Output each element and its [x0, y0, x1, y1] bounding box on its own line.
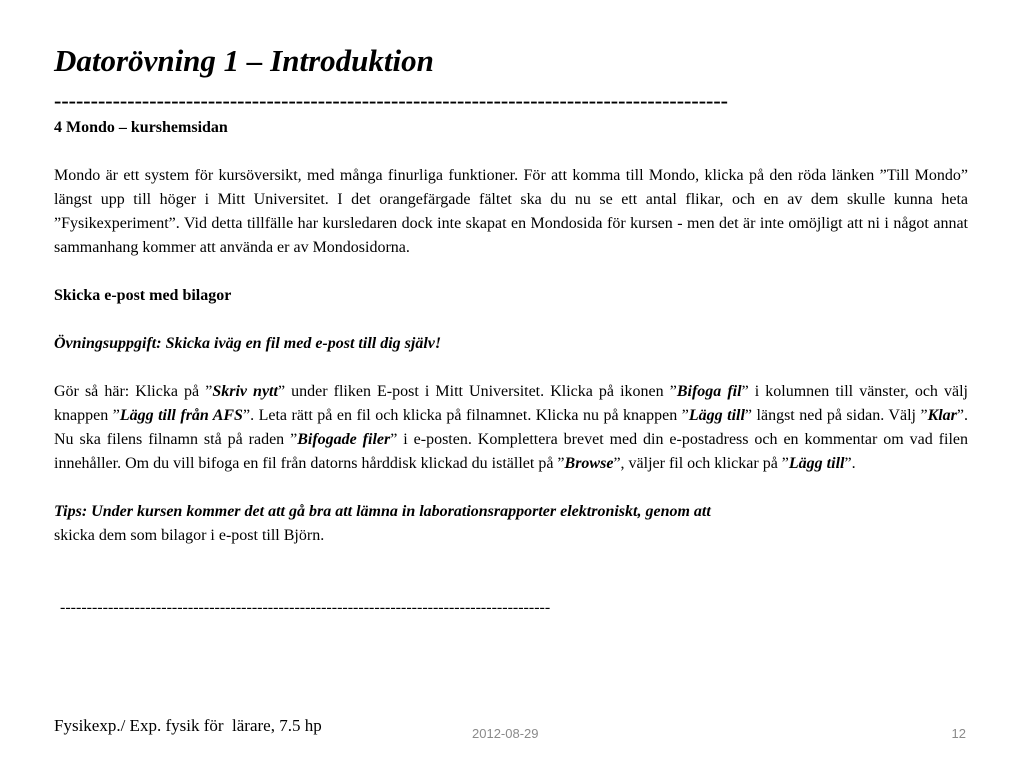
dashed-divider-top: --------------------------------------------------------------------------------------------	[54, 88, 729, 113]
mondo-paragraph: Mondo är ett system för kursöversikt, med många finurliga funktioner. För att komma till Mondo, klicka på den röda länken ”Till Mondo” längst upp till höger i Mitt Universitet. I det orangefärgade fältet ska du nu se ett antal flikar, och en av dem skulle kunna heta ”Fysikexperiment”. Vid detta tillfälle har kursledaren dock inte skapat en Mondosida för kursen - men det är inte omöjligt att ni i något annat sammanhang kommer att använda er av Mondosidorna.	[54, 167, 968, 256]
exercise-text: Övningsuppgift: Skicka iväg en fil med e-post till dig själv!	[54, 335, 442, 352]
section-heading: 4 Mondo – kurshemsidan	[54, 119, 228, 136]
emphasis-klar: Klar	[927, 407, 957, 424]
emphasis-skriv-nytt: Skriv nytt	[212, 383, 278, 400]
instructions-text: Gör så här: Klicka på ”	[54, 383, 213, 400]
slide-title: Datorövning 1 – Introduktion	[54, 43, 434, 78]
email-subheading: Skicka e-post med bilagor	[54, 287, 232, 304]
instructions-paragraph	[54, 380, 968, 476]
emphasis-lagg-till-fran-afs: Lägg till från AFS	[119, 407, 243, 424]
footer-date: 2012-08-29	[472, 726, 539, 741]
instructions-text: ” i kolumnen till vänster, och välj knappen ”	[54, 383, 969, 424]
tips-bold-text: Tips: Under kursen kommer det att gå bra att lämna in laborationsrapporter elektroniskt, genom att	[54, 503, 711, 520]
emphasis-bifogade-filer: Bifogade filer	[297, 431, 391, 448]
instructions-text: ”.	[844, 455, 856, 472]
instructions-text: ” längst ned på sidan. Välj ”	[744, 407, 928, 424]
emphasis-browse: Browse	[564, 455, 614, 472]
instructions-text: ” under fliken E-post i Mitt Universitet. Klicka på ikonen ”	[277, 383, 677, 400]
tips-normal-text: skicka dem som bilagor i e-post till Björn.	[54, 527, 325, 544]
emphasis-bifoga-fil: Bifoga fil	[676, 383, 742, 400]
instructions-text: ”. Nu ska filens filnamn stå på raden ”	[54, 407, 969, 448]
emphasis-lagg-till: Lägg till	[788, 455, 845, 472]
footer-page-number: 12	[951, 726, 966, 741]
dashed-divider-bottom: --------------------------------------------------------------------------------------------	[60, 599, 551, 616]
instructions-text: ” i e-posten. Komplettera brevet med din e-postadress och en kommentar om vad filen innehåller. Om du vill bifoga en fil från datorns hårddisk klickad du istället på ”	[54, 431, 969, 472]
slide-body	[54, 116, 968, 548]
tips-paragraph	[54, 500, 968, 548]
footer-course: Fysikexp./ Exp. fysik för lärare, 7.5 hp	[54, 716, 322, 735]
instructions-text: ”. Leta rätt på en fil och klicka på filnamnet. Klicka nu på knappen ”	[242, 407, 689, 424]
instructions-text: ”, väljer fil och klickar på ”	[613, 455, 789, 472]
emphasis-lagg-till: Lägg till	[688, 407, 745, 424]
